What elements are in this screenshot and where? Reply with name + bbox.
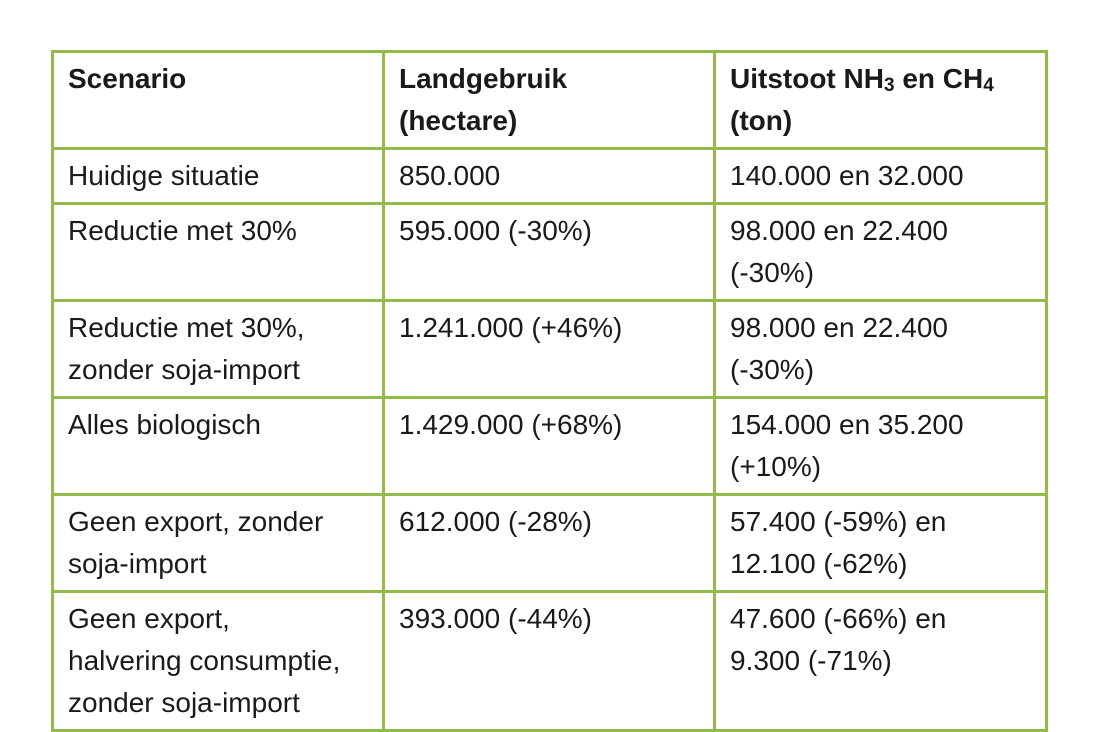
scenario-text: soja-import xyxy=(68,548,207,579)
header-emission xyxy=(715,52,1047,149)
emission-value: 98.000 en 22.400 xyxy=(730,312,948,343)
emission-value: 57.400 (-59%) en xyxy=(730,506,947,537)
cell-land-use xyxy=(384,204,715,301)
header-scenario xyxy=(53,52,384,149)
emission-value: (-30%) xyxy=(730,257,815,288)
cell-land-use xyxy=(384,592,715,731)
land-use-value: 612.000 (-28%) xyxy=(399,506,593,537)
land-use-value: 850.000 xyxy=(399,160,501,191)
cell-emission xyxy=(715,592,1047,731)
emission-value: 12.100 (-62%) xyxy=(730,548,908,579)
emission-value: 9.300 (-71%) xyxy=(730,645,892,676)
table-row xyxy=(53,398,1047,495)
land-use-value: 1.241.000 (+46%) xyxy=(399,312,623,343)
scenario-text: zonder soja-import xyxy=(68,354,300,385)
scenario-text: Alles biologisch xyxy=(68,409,261,440)
land-use-value: 595.000 (-30%) xyxy=(399,215,593,246)
cell-scenario xyxy=(53,398,384,495)
emission-value: 140.000 en 32.000 xyxy=(730,160,964,191)
header-land-use-unit: (hectare) xyxy=(399,105,518,136)
header-scenario-label: Scenario xyxy=(68,63,187,94)
table-row xyxy=(53,204,1047,301)
cell-emission xyxy=(715,149,1047,204)
cell-scenario xyxy=(53,149,384,204)
scenario-text: Reductie met 30% xyxy=(68,215,297,246)
emission-value: 47.600 (-66%) en xyxy=(730,603,947,634)
header-row xyxy=(53,52,1047,149)
scenario-text: Reductie met 30%, xyxy=(68,312,305,343)
header-land-use-label: Landgebruik xyxy=(399,63,568,94)
table-row xyxy=(53,301,1047,398)
header-emission-sub-3: 3 xyxy=(883,75,895,96)
cell-scenario xyxy=(53,301,384,398)
header-emission-nh: Uitstoot NH xyxy=(730,63,884,94)
scenario-text: Geen export, xyxy=(68,603,230,634)
emission-value: (+10%) xyxy=(730,451,822,482)
table-body xyxy=(53,149,1047,731)
cell-land-use xyxy=(384,149,715,204)
table-row xyxy=(53,592,1047,731)
scenario-text: Huidige situatie xyxy=(68,160,260,191)
header-emission-sub-4: 4 xyxy=(983,75,994,96)
header-land-use xyxy=(384,52,715,149)
cell-scenario xyxy=(53,204,384,301)
scenario-text: Geen export, zonder xyxy=(68,506,324,537)
emission-value: 154.000 en 35.200 xyxy=(730,409,964,440)
header-emission-label xyxy=(730,58,1031,100)
scenario-text: halvering consumptie, xyxy=(68,645,341,676)
table-row xyxy=(53,149,1047,204)
header-emission-unit: (ton) xyxy=(730,105,793,136)
scenario-text: zonder soja-import xyxy=(68,687,300,718)
emission-value: (-30%) xyxy=(730,354,815,385)
cell-land-use xyxy=(384,301,715,398)
cell-scenario xyxy=(53,495,384,592)
table-row xyxy=(53,495,1047,592)
cell-emission xyxy=(715,204,1047,301)
header-emission-ch: en CH xyxy=(894,63,984,94)
cell-emission xyxy=(715,495,1047,592)
cell-land-use xyxy=(384,398,715,495)
cell-land-use xyxy=(384,495,715,592)
cell-emission xyxy=(715,301,1047,398)
land-use-value: 393.000 (-44%) xyxy=(399,603,593,634)
land-use-value: 1.429.000 (+68%) xyxy=(399,409,623,440)
emission-value: 98.000 en 22.400 xyxy=(730,215,948,246)
cell-scenario xyxy=(53,592,384,731)
scenario-table xyxy=(51,50,1048,732)
cell-emission xyxy=(715,398,1047,495)
